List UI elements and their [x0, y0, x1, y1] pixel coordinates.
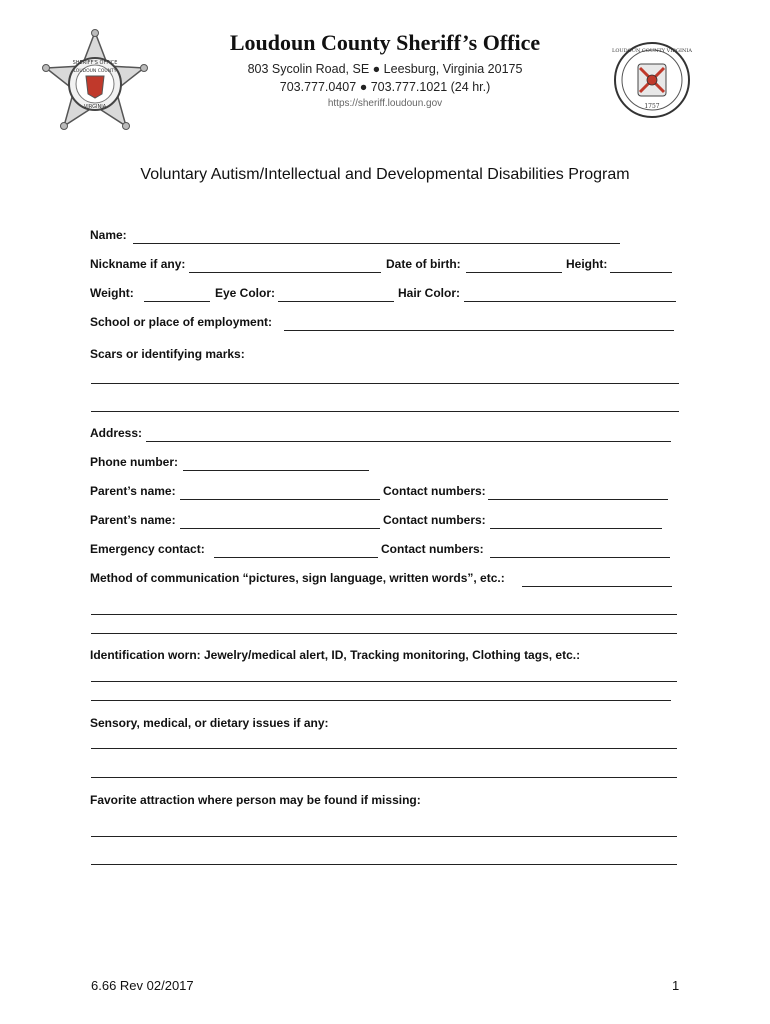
hair-color-field[interactable] [464, 301, 676, 302]
page-number: 1 [672, 978, 680, 993]
parent2-field[interactable] [180, 528, 380, 529]
office-address: 803 Sycolin Road, SE ● Leesburg, Virginia 20175 [247, 62, 523, 76]
parent2-label: Parent’s name: [90, 513, 176, 527]
name-label: Name: [90, 228, 127, 242]
svg-text:LOUDOUN COUNTY: LOUDOUN COUNTY [73, 69, 117, 74]
school-label: School or place of employment: [90, 315, 273, 329]
svg-text:VIRGINIA: VIRGINIA [83, 104, 107, 110]
eye-color-field[interactable] [278, 301, 394, 302]
revision-label: 6.66 Rev 02/2017 [91, 978, 194, 993]
contact2-label: Contact numbers: [383, 513, 486, 527]
hair-color-label: Hair Color: [398, 286, 461, 300]
parent1-row [90, 484, 680, 504]
contact2-field[interactable] [490, 528, 662, 529]
height-label: Height: [566, 257, 608, 271]
emergency-row [90, 542, 680, 562]
communication-label: Method of communication “pictures, sign language, written words”, etc.: [90, 571, 505, 585]
sensory-field-line-2[interactable] [91, 777, 677, 778]
contact3-label: Contact numbers: [381, 542, 484, 556]
favorite-label: Favorite attraction where person may be found if missing: [90, 793, 421, 807]
page-title: Loudoun County Sheriff’s Office [229, 30, 541, 55]
contact1-field[interactable] [488, 499, 668, 500]
sensory-row [90, 716, 680, 736]
nickname-field[interactable] [189, 272, 381, 273]
scars-field-line-1[interactable] [91, 383, 679, 384]
phone-row [90, 455, 680, 475]
favorite-field-line-1[interactable] [91, 836, 677, 837]
parent2-row [90, 513, 680, 533]
svg-text:1757: 1757 [644, 103, 660, 110]
name-row [90, 228, 680, 248]
office-phones: 703.777.0407 ● 703.777.1021 (24 hr.) [279, 80, 491, 94]
svg-text:SHERIFF'S OFFICE: SHERIFF'S OFFICE [72, 60, 118, 66]
physical-row [90, 286, 680, 306]
emergency-label: Emergency contact: [90, 542, 205, 556]
scars-field-line-2[interactable] [91, 411, 679, 412]
eye-color-label: Eye Color: [215, 286, 276, 300]
address-row [90, 426, 680, 446]
sensory-label: Sensory, medical, or dietary issues if any: [90, 716, 329, 730]
name-field[interactable] [133, 243, 620, 244]
identification-field-line-1[interactable] [91, 681, 677, 682]
scars-label: Scars or identifying marks: [90, 347, 245, 361]
parent1-label: Parent’s name: [90, 484, 176, 498]
scars-row [90, 347, 680, 367]
favorite-row [90, 793, 680, 813]
communication-field-line-2[interactable] [91, 633, 677, 634]
contact3-field[interactable] [490, 557, 670, 558]
weight-field[interactable] [144, 301, 210, 302]
weight-label: Weight: [90, 286, 134, 300]
dob-label: Date of birth: [386, 257, 461, 271]
identification-row [90, 648, 680, 668]
emergency-field[interactable] [214, 557, 378, 558]
communication-field[interactable] [522, 586, 672, 587]
communication-field-line-1[interactable] [91, 614, 677, 615]
dob-field[interactable] [466, 272, 562, 273]
communication-row [90, 571, 680, 591]
identification-field-line-2[interactable] [91, 700, 671, 701]
parent1-field[interactable] [180, 499, 380, 500]
address-label: Address: [90, 426, 143, 440]
sensory-field-line-1[interactable] [91, 748, 677, 749]
identification-label: Identification worn: Jewelry/medical alert, ID, Tracking monitoring, Clothing tags, etc.: [90, 648, 581, 662]
contact1-label: Contact numbers: [383, 484, 486, 498]
website-link[interactable]: https://sheriff.loudoun.gov [327, 98, 443, 109]
phone-label: Phone number: [90, 455, 179, 469]
nickname-row [90, 257, 680, 277]
favorite-field-line-2[interactable] [91, 864, 677, 865]
school-field[interactable] [284, 330, 674, 331]
nickname-label: Nickname if any: [90, 257, 186, 271]
svg-text:LOUDOUN COUNTY VIRGINIA: LOUDOUN COUNTY VIRGINIA [612, 48, 692, 54]
phone-field[interactable] [183, 470, 369, 471]
program-title: Voluntary Autism/Intellectual and Developmental Disabilities Program [140, 166, 630, 183]
height-field[interactable] [610, 272, 672, 273]
address-field[interactable] [146, 441, 671, 442]
school-row [90, 315, 680, 335]
